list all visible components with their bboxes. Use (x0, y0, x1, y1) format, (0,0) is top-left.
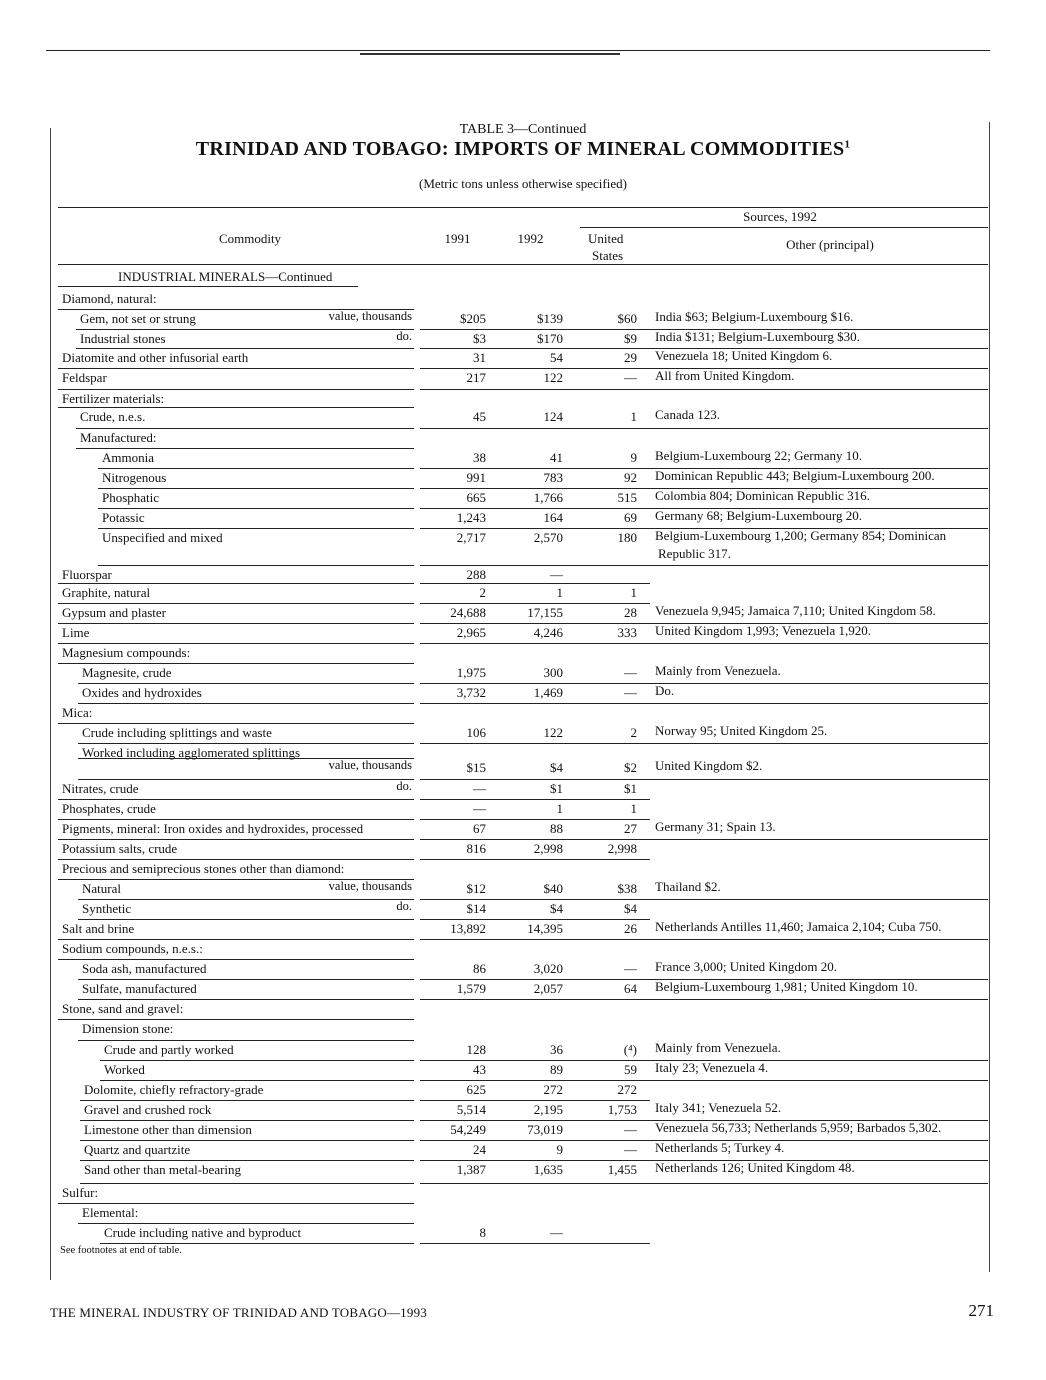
sources-rule (580, 227, 988, 228)
commodity-name: Potassic (102, 510, 145, 525)
value-1991: 2,965 (456, 625, 486, 640)
value-united-states: $38 (617, 881, 637, 896)
value-united-states: 64 (624, 981, 637, 996)
value-1991: 991 (466, 470, 486, 485)
value-1992: $4 (550, 760, 563, 775)
other-sources: Belgium-Luxembourg 1,200; Germany 854; Dominican (655, 528, 947, 543)
value-1992: 2,998 (533, 841, 563, 856)
value-1991: 24 (473, 1142, 486, 1157)
commodity-name: Precious and semiprecious stones other than diamond: (62, 861, 345, 876)
commodity-name: Potassium salts, crude (62, 841, 178, 856)
value-1991: 67 (473, 821, 486, 836)
value-rule (420, 1243, 650, 1244)
commodity-name: Phosphates, crude (62, 801, 156, 816)
commodity-name: Gem, not set or strung (80, 311, 196, 326)
row-rule (98, 528, 414, 529)
commodity-name: Fertilizer materials: (62, 391, 165, 406)
value-rule (420, 583, 650, 584)
commodity-name: Sodium compounds, n.e.s.: (62, 941, 203, 956)
unit-label: value, thousands (328, 758, 412, 772)
value-united-states: 9 (630, 450, 637, 465)
row-rule (98, 468, 414, 469)
value-1991: 1,975 (456, 665, 486, 680)
value-united-states: 69 (624, 510, 637, 525)
table-subtitle: (Metric tons unless otherwise specified) (419, 176, 627, 191)
row-rule (98, 488, 414, 489)
value-united-states: 1 (630, 409, 637, 424)
other-sources: Venezuela 9,945; Jamaica 7,110; United Kingdom 58. (655, 603, 936, 618)
year-1992-header: 1992 (517, 231, 544, 246)
table-label: TABLE 3—Continued (459, 122, 587, 137)
commodity-name: Sand other than metal-bearing (84, 1162, 242, 1177)
row-rule (58, 839, 414, 840)
commodity-name: Gravel and crushed rock (84, 1102, 212, 1117)
value-rule (420, 1100, 650, 1101)
value-1991: $3 (473, 331, 486, 346)
sources-header: Sources, 1992 (743, 209, 817, 224)
value-1992: 2,570 (533, 530, 563, 545)
commodity-name: Fluorspar (62, 567, 112, 582)
commodity-name: Manufactured: (80, 430, 157, 445)
value-1991: 13,892 (450, 921, 486, 936)
value-1991: 816 (466, 841, 486, 856)
value-rule (420, 603, 650, 604)
value-1991: 128 (466, 1042, 486, 1057)
value-united-states: 2 (630, 725, 637, 740)
value-1992: 17,155 (527, 605, 563, 620)
value-1991: 625 (466, 1082, 486, 1097)
value-1991: 45 (473, 409, 486, 424)
value-1992: — (550, 1225, 563, 1240)
value-rule (420, 643, 988, 644)
commodity-name: Mica: (62, 705, 93, 720)
value-1991: 8 (479, 1225, 486, 1240)
value-1991: 5,514 (456, 1102, 486, 1117)
row-rule (58, 723, 414, 724)
commodity-name: Magnesium compounds: (62, 645, 191, 660)
row-rule (80, 1140, 414, 1141)
commodity-name: Stone, sand and gravel: (62, 1001, 184, 1016)
row-rule (58, 368, 414, 369)
row-rule (58, 1019, 414, 1020)
value-united-states: 59 (624, 1062, 637, 1077)
value-united-states: — (624, 1142, 637, 1157)
row-rule (58, 959, 414, 960)
row-rule (58, 583, 414, 584)
row-rule (78, 743, 414, 744)
value-1992: 3,020 (533, 961, 563, 976)
commodity-name: Synthetic (82, 901, 132, 916)
value-1992: 88 (550, 821, 563, 836)
row-rule (58, 819, 414, 820)
row-rule (78, 999, 414, 1000)
value-1991: $12 (466, 881, 486, 896)
other-sources: Colombia 804; Dominican Republic 316. (655, 488, 870, 503)
value-1992: 73,019 (527, 1122, 563, 1137)
value-1992: $170 (537, 331, 563, 346)
commodity-name: Worked including agglomerated splittings (82, 745, 301, 760)
value-united-states: $2 (624, 760, 637, 775)
header-rule-bottom (58, 264, 988, 265)
unit-label: do. (396, 329, 412, 343)
header-rule-top (58, 207, 988, 208)
row-rule (76, 448, 414, 449)
value-united-states: — (624, 685, 637, 700)
value-rule (420, 839, 988, 840)
commodity-name: Sulfate, manufactured (82, 981, 197, 996)
value-rule (420, 1183, 988, 1184)
value-1992: 4,246 (533, 625, 563, 640)
value-1991: 24,688 (450, 605, 486, 620)
row-rule (78, 703, 414, 704)
other-sources: Venezuela 56,733; Netherlands 5,959; Barbados 5,302. (655, 1120, 942, 1135)
value-1992: 2,057 (533, 981, 563, 996)
value-1992: 124 (543, 409, 563, 424)
value-1992: $4 (550, 901, 563, 916)
commodity-name: Diamond, natural: (62, 291, 157, 306)
value-united-states: 1 (630, 801, 637, 816)
other-sources: Dominican Republic 443; Belgium-Luxembourg 200. (655, 468, 935, 483)
row-rule (100, 1080, 414, 1081)
us-header-line2: States (592, 248, 624, 263)
commodity-name: Diatomite and other infusorial earth (62, 350, 249, 365)
row-rule (98, 508, 414, 509)
row-rule (78, 683, 414, 684)
value-rule (420, 999, 988, 1000)
value-rule (420, 859, 650, 860)
row-rule (80, 1100, 414, 1101)
value-1992: 1,635 (533, 1162, 563, 1177)
unit-label: do. (396, 899, 412, 913)
us-header-line1: United (588, 231, 624, 246)
commodity-name: Salt and brine (62, 921, 135, 936)
row-rule (78, 1040, 414, 1041)
value-1991: 1,387 (456, 1162, 486, 1177)
commodity-name: Magnesite, crude (82, 665, 172, 680)
value-1991: 54,249 (450, 1122, 486, 1137)
other-sources: India $131; Belgium-Luxembourg $30. (655, 329, 860, 344)
value-1992: 164 (543, 510, 563, 525)
page-number: 271 (968, 1301, 994, 1320)
value-1991: 2,717 (456, 530, 486, 545)
value-1991: $15 (466, 760, 486, 775)
value-rule (420, 743, 988, 744)
value-1992: 2,195 (533, 1102, 563, 1117)
value-1992: 54 (550, 350, 563, 365)
value-united-states: $60 (617, 311, 637, 326)
commodity-name: Crude, n.e.s. (80, 409, 146, 424)
value-united-states: 92 (624, 470, 637, 485)
value-united-states: 1 (630, 585, 637, 600)
commodity-name: Lime (62, 625, 90, 640)
left-margin-bar (50, 128, 51, 1280)
commodity-name: Industrial stones (80, 331, 166, 346)
year-1991-header: 1991 (444, 231, 471, 246)
unit-label: value, thousands (328, 309, 412, 323)
commodity-name: Soda ash, manufactured (82, 961, 207, 976)
unit-label: value, thousands (328, 879, 412, 893)
value-united-states: — (624, 665, 637, 680)
row-rule (80, 1160, 414, 1161)
other-sources: Mainly from Venezuela. (655, 663, 781, 678)
other-header: Other (principal) (786, 237, 874, 252)
footnote: See footnotes at end of table. (60, 1245, 182, 1256)
value-1992: 1 (556, 585, 563, 600)
value-1992: 122 (543, 370, 563, 385)
other-sources: Italy 341; Venezuela 52. (655, 1100, 782, 1115)
row-rule (100, 1243, 414, 1244)
row-rule (58, 939, 414, 940)
other-sources: All from United Kingdom. (655, 368, 795, 383)
other-sources: Italy 23; Venezuela 4. (655, 1060, 769, 1075)
value-united-states: 29 (624, 350, 637, 365)
commodity-name: Pigments, mineral: Iron oxides and hydroxides, processed (62, 821, 364, 836)
commodity-name: Nitrates, crude (62, 781, 139, 796)
section-rule (58, 286, 358, 287)
value-1992: 300 (543, 665, 563, 680)
value-1992: 1,469 (533, 685, 563, 700)
commodity-name: Dimension stone: (82, 1021, 174, 1036)
value-united-states: — (624, 1122, 637, 1137)
commodity-name: Oxides and hydroxides (82, 685, 202, 700)
title-footnote-mark: 1 (844, 138, 851, 151)
other-sources: France 3,000; United Kingdom 20. (655, 959, 837, 974)
other-sources: Norway 95; United Kingdom 25. (655, 723, 828, 738)
value-united-states: $9 (624, 331, 637, 346)
other-sources: United Kingdom $2. (655, 758, 763, 773)
value-1991: 31 (473, 350, 486, 365)
value-rule (420, 428, 988, 429)
row-rule (58, 623, 414, 624)
value-1991: 2 (479, 585, 486, 600)
value-rule (420, 779, 988, 780)
value-rule (420, 683, 988, 684)
row-rule (58, 643, 414, 644)
row-rule (58, 799, 414, 800)
value-united-states: 2,998 (607, 841, 637, 856)
value-rule (420, 919, 650, 920)
other-sources: Netherlands 5; Turkey 4. (655, 1140, 785, 1155)
value-united-states: 333 (617, 625, 637, 640)
value-1992: 783 (543, 470, 563, 485)
other-sources: Netherlands 126; United Kingdom 48. (655, 1160, 855, 1175)
value-1992: 9 (556, 1142, 563, 1157)
value-1992: 1,766 (533, 490, 563, 505)
other-sources-continued: Republic 317. (658, 546, 731, 561)
other-sources: Germany 68; Belgium-Luxembourg 20. (655, 508, 863, 523)
commodity-name: Sulfur: (62, 1185, 99, 1200)
running-footer: THE MINERAL INDUSTRY OF TRINIDAD AND TOBAGO—1993 (50, 1305, 427, 1320)
row-rule (58, 1203, 414, 1204)
commodity-name: Phosphatic (102, 490, 160, 505)
commodity-name: Natural (82, 881, 121, 896)
value-1991: 288 (466, 567, 486, 582)
value-1991: 86 (473, 961, 486, 976)
value-rule (420, 565, 988, 566)
value-1991: $14 (466, 901, 486, 916)
value-1991: $205 (460, 311, 486, 326)
value-united-states: $4 (624, 901, 637, 916)
unit-label: do. (396, 779, 412, 793)
value-1991: 1,579 (456, 981, 486, 996)
value-united-states: 272 (617, 1082, 637, 1097)
other-sources: United Kingdom 1,993; Venezuela 1,920. (655, 623, 872, 638)
section-heading: INDUSTRIAL MINERALS—Continued (118, 269, 333, 284)
value-rule (420, 899, 988, 900)
value-united-states: $1 (624, 781, 637, 796)
other-sources: Canada 123. (655, 407, 720, 422)
value-united-states: 28 (624, 605, 637, 620)
row-rule (58, 389, 414, 390)
top-rule (46, 50, 990, 51)
commodity-name: Limestone other than dimension (84, 1122, 252, 1137)
commodity-name: Crude including splittings and waste (82, 725, 272, 740)
commodity-name: Dolomite, chiefly refractory-grade (84, 1082, 264, 1097)
other-sources: Germany 31; Spain 13. (655, 819, 776, 834)
commodity-name: Worked (104, 1062, 145, 1077)
commodity-name: Gypsum and plaster (62, 605, 166, 620)
value-1991: 38 (473, 450, 486, 465)
value-1991: — (473, 801, 486, 816)
row-rule (76, 428, 414, 429)
commodity-header: Commodity (218, 231, 282, 246)
row-rule (80, 1120, 414, 1121)
other-sources: Netherlands Antilles 11,460; Jamaica 2,104; Cuba 750. (655, 919, 942, 934)
value-rule (420, 819, 650, 820)
commodity-name: Crude including native and byproduct (104, 1225, 302, 1240)
value-united-states: 180 (617, 530, 637, 545)
row-rule (78, 919, 414, 920)
row-rule (98, 565, 414, 566)
value-1992: 272 (543, 1082, 563, 1097)
row-rule (58, 663, 414, 664)
value-united-states: — (624, 961, 637, 976)
value-1991: 3,732 (456, 685, 486, 700)
commodity-name: Feldspar (62, 370, 107, 385)
other-sources: Belgium-Luxembourg 1,981; United Kingdom 10. (655, 979, 918, 994)
top-rule-accent (360, 53, 620, 55)
row-rule (78, 1223, 414, 1224)
value-rule (420, 703, 988, 704)
commodity-name: Crude and partly worked (104, 1042, 234, 1057)
value-united-states: 1,455 (607, 1162, 637, 1177)
value-1992: $1 (550, 781, 563, 796)
commodity-name: Elemental: (82, 1205, 139, 1220)
other-sources: Venezuela 18; United Kingdom 6. (655, 348, 833, 363)
value-1992: $139 (537, 311, 563, 326)
value-united-states: (⁴) (623, 1042, 637, 1057)
other-sources: Do. (655, 683, 675, 698)
value-1992: $40 (543, 881, 563, 896)
row-rule (100, 1060, 414, 1061)
value-united-states: 27 (624, 821, 637, 836)
right-margin-bar (989, 122, 990, 1272)
row-rule (78, 979, 414, 980)
commodity-name: Quartz and quartzite (84, 1142, 191, 1157)
value-rule (420, 799, 650, 800)
row-rule (58, 603, 414, 604)
value-1991: 1,243 (456, 510, 486, 525)
value-1992: 1 (556, 801, 563, 816)
commodity-name: Unspecified and mixed (102, 530, 223, 545)
other-sources: Belgium-Luxembourg 22; Germany 10. (655, 448, 863, 463)
row-rule (58, 859, 414, 860)
value-1991: 217 (466, 370, 486, 385)
other-sources: Thailand $2. (655, 879, 721, 894)
commodity-name: Nitrogenous (102, 470, 167, 485)
value-1992: — (550, 567, 563, 582)
value-1992: 41 (550, 450, 563, 465)
value-1992: 122 (543, 725, 563, 740)
value-1992: 14,395 (527, 921, 563, 936)
other-sources: India $63; Belgium-Luxembourg $16. (655, 309, 854, 324)
value-1991: 106 (466, 725, 486, 740)
value-1992: 89 (550, 1062, 563, 1077)
commodity-name: Ammonia (102, 450, 154, 465)
value-1991: 43 (473, 1062, 486, 1077)
value-rule (420, 939, 988, 940)
value-1991: 665 (466, 490, 486, 505)
value-united-states: 515 (617, 490, 637, 505)
table-title-text: TRINIDAD AND TOBAGO: IMPORTS OF MINERAL COMMODITIES (195, 138, 845, 160)
other-sources: Mainly from Venezuela. (655, 1040, 781, 1055)
value-1991: — (473, 781, 486, 796)
value-1992: 36 (550, 1042, 563, 1057)
row-rule (76, 348, 414, 349)
value-united-states: — (624, 370, 637, 385)
row-rule (58, 407, 414, 408)
value-united-states: 26 (624, 921, 637, 936)
table-title (0, 138, 1046, 161)
value-rule (420, 1080, 988, 1081)
value-united-states: 1,753 (607, 1102, 637, 1117)
row-rule (80, 1183, 414, 1184)
value-rule (420, 389, 988, 390)
commodity-name: Graphite, natural (62, 585, 151, 600)
